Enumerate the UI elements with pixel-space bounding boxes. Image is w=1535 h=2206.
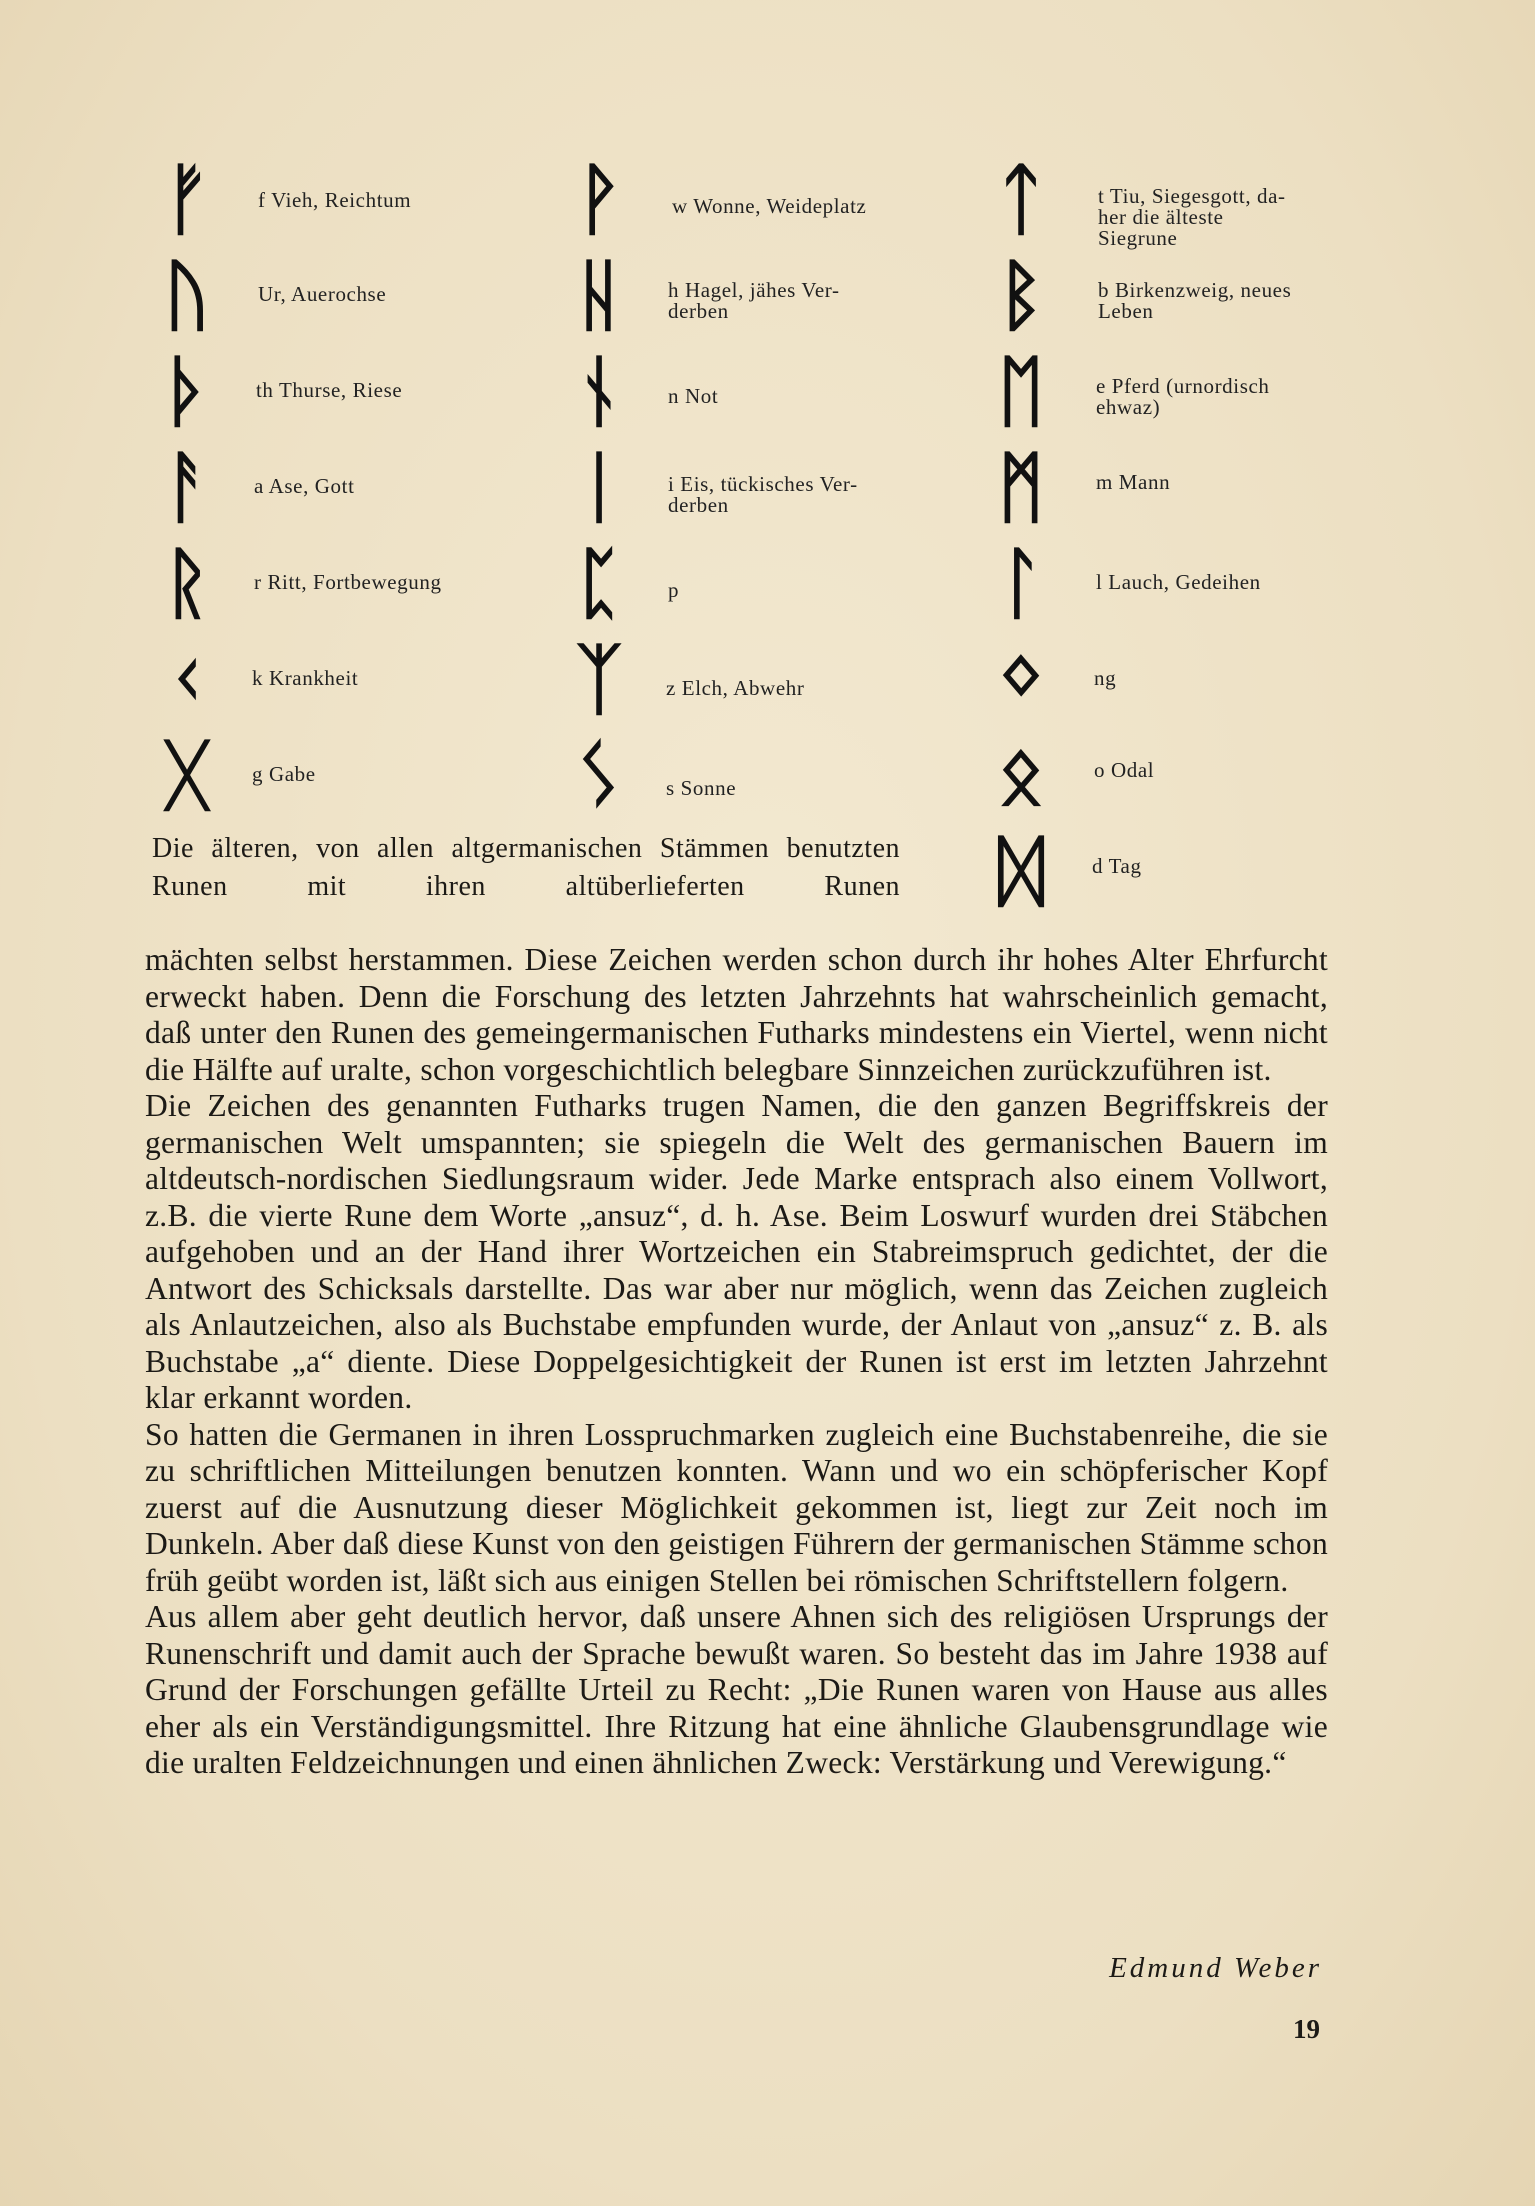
rune-glyph: ᛚ (997, 539, 1045, 629)
rune-meaning: z Elch, Abwehr (666, 676, 805, 700)
rune-meaning: g Gabe (252, 762, 316, 786)
rune-entry (982, 635, 1462, 736)
rune-entry (560, 539, 1040, 640)
rune-entry (148, 731, 628, 832)
rune-meaning: ng (1094, 666, 1117, 690)
rune-glyph: ᚹ (575, 155, 623, 245)
rune-meaning: d Tag (1092, 854, 1142, 878)
rune-entry (148, 347, 628, 448)
author-signature: Edmund Weber (1109, 1952, 1322, 1984)
rune-glyph: ᛟ (997, 731, 1045, 821)
rune-glyph: ᚾ (575, 347, 623, 437)
rune-entry (560, 443, 1040, 544)
rune-meaning: th Thurse, Riese (256, 378, 403, 402)
rune-meaning: t Tiu, Siegesgott, da- her die älteste Siegrune (1098, 184, 1286, 250)
rune-entry (560, 347, 1040, 448)
rune-entry (148, 443, 628, 544)
rune-meaning: r Ritt, Fortbewegung (254, 570, 442, 594)
rune-entry (148, 539, 628, 640)
rune-meaning: w Wonne, Weideplatz (672, 194, 867, 218)
rune-glyph: ᚲ (163, 635, 211, 725)
rune-glyph: ᚱ (163, 539, 211, 629)
rune-glyph: ᛊ (575, 731, 623, 821)
rune-meaning: k Krankheit (252, 666, 359, 690)
paragraph: Die Zeichen des genannten Futharks trugen Namen, die den ganzen Begriffskreis der germanischen Welt umspannten; sie spiegeln die Welt des germanischen Bauern im altdeutsch-nordischen Siedlungsraum wider. Jede Marke entsprach also einem Vollwort, z.B. die vierte Rune dem Worte „ansuz“, d. h. Ase. Beim Loswurf wurden drei Stäbchen aufgehoben und an der Hand ihrer Wortzeichen ein Stabreimspruch gedichtet, der die Antwort des Schicksals darstellte. Das war aber nur möglich, wenn das Zeichen zugleich als Anlautzeichen, also als Buchstabe empfunden wurde, der Anlaut von „ansuz“ z. B. als Buchstabe „a“ diente. Diese Doppelgesichtigkeit der Runen ist erst im letzten Jahrzehnt klar erkannt worden. (145, 1088, 1328, 1415)
paragraph: mächten selbst herstammen. Diese Zeichen werden schon durch ihr hohes Alter Ehrfurcht erweckt haben. Denn die Forschung des letzten Jahrzehnts hat wahrscheinlich gemacht, daß unter den Runen des gemeingermanischen Futharks mindestens ein Viertel, wenn nicht die Hälfte auf uralte, schon vorgeschichtlich belegbare Sinnzeichen zurückzuführen ist. (145, 942, 1328, 1087)
rune-meaning: p (668, 578, 680, 602)
rune-entry (148, 155, 628, 256)
rune-entry (560, 635, 1040, 736)
rune-entry (560, 731, 1040, 832)
rune-entry (560, 251, 1040, 352)
rune-entry (982, 443, 1462, 544)
rune-glyph: ᚦ (163, 347, 211, 437)
rune-meaning: a Ase, Gott (254, 474, 355, 498)
rune-glyph: ᛖ (997, 347, 1045, 437)
page-number: 19 (1293, 2014, 1320, 2044)
rune-meaning: b Birkenzweig, neues Leben (1098, 278, 1292, 323)
rune-entry (982, 251, 1462, 352)
rune-meaning: l Lauch, Gedeihen (1096, 570, 1261, 594)
rune-glyph: ᚺ (575, 251, 623, 341)
rune-entry (148, 251, 628, 352)
rune-glyph: ᚢ (163, 251, 211, 341)
rune-glyph: ᛗ (997, 443, 1045, 533)
paragraph: So hatten die Germanen in ihren Losspruchmarken zugleich eine Buchstabenreihe, die sie zu schriftlichen Mitteilungen benutzen konnten. Wann und wo ein schöpferischer Kopf zuerst auf die Ausnutzung dieser Möglichkeit gekommen ist, liegt zur Zeit noch im Dunkeln. Aber daß diese Kunst von den geistigen Führern der germanischen Stämme schon früh geübt worden ist, läßt sich aus einigen Stellen bei römischen Schriftstellern folgern. (145, 1416, 1328, 1598)
rune-glyph: ᚨ (163, 443, 211, 533)
rune-meaning: i Eis, tückisches Ver- derben (668, 472, 858, 517)
rune-glyph: ᛈ (575, 539, 623, 629)
rune-meaning: h Hagel, jähes Ver- derben (668, 278, 840, 323)
rune-meaning: n Not (668, 384, 719, 408)
rune-entry (148, 635, 628, 736)
rune-glyph: ᛒ (997, 251, 1045, 341)
rune-meaning: Ur, Auerochse (258, 282, 387, 306)
rune-meaning: f Vieh, Reichtum (258, 188, 412, 212)
rune-table-caption: Die älteren, von allen altgermanischen Stämmen benutzten Runen mit ihren altüberlieferten Runen (152, 833, 900, 902)
rune-entry (982, 155, 1462, 256)
rune-meaning: o Odal (1094, 758, 1155, 782)
rune-glyph: ᚠ (163, 155, 211, 245)
rune-glyph: ᛜ (997, 635, 1045, 725)
rune-glyph: ᛉ (575, 635, 623, 725)
rune-glyph: ᛁ (575, 443, 623, 533)
article-body (145, 942, 1328, 1782)
rune-entry (560, 155, 1040, 256)
rune-glyph: ᛞ (997, 827, 1045, 917)
rune-entry (982, 731, 1462, 832)
rune-entry (982, 347, 1462, 448)
rune-entry (982, 539, 1462, 640)
rune-glyph: ᛏ (997, 155, 1045, 245)
rune-meaning: s Sonne (666, 776, 737, 800)
rune-glyph: ᚷ (163, 731, 211, 821)
rune-meaning: e Pferd (urnordisch ehwaz) (1096, 374, 1270, 419)
paragraph: Aus allem aber geht deutlich hervor, daß unsere Ahnen sich des religiösen Ursprungs der Runenschrift und damit auch der Sprache bewußt waren. So besteht das im Jahre 1938 auf Grund der Forschungen gefällte Urteil zu Recht: „Die Runen waren von Hause aus alles eher als ein Verständigungsmittel. Ihre Ritzung hat eine ähnliche Glaubensgrundlage wie die uralten Feldzeichnungen und einen ähnlichen Zweck: Verstärkung und Verewigung.“ (145, 1599, 1328, 1780)
rune-entry (982, 827, 1462, 928)
rune-meaning: m Mann (1096, 470, 1171, 494)
